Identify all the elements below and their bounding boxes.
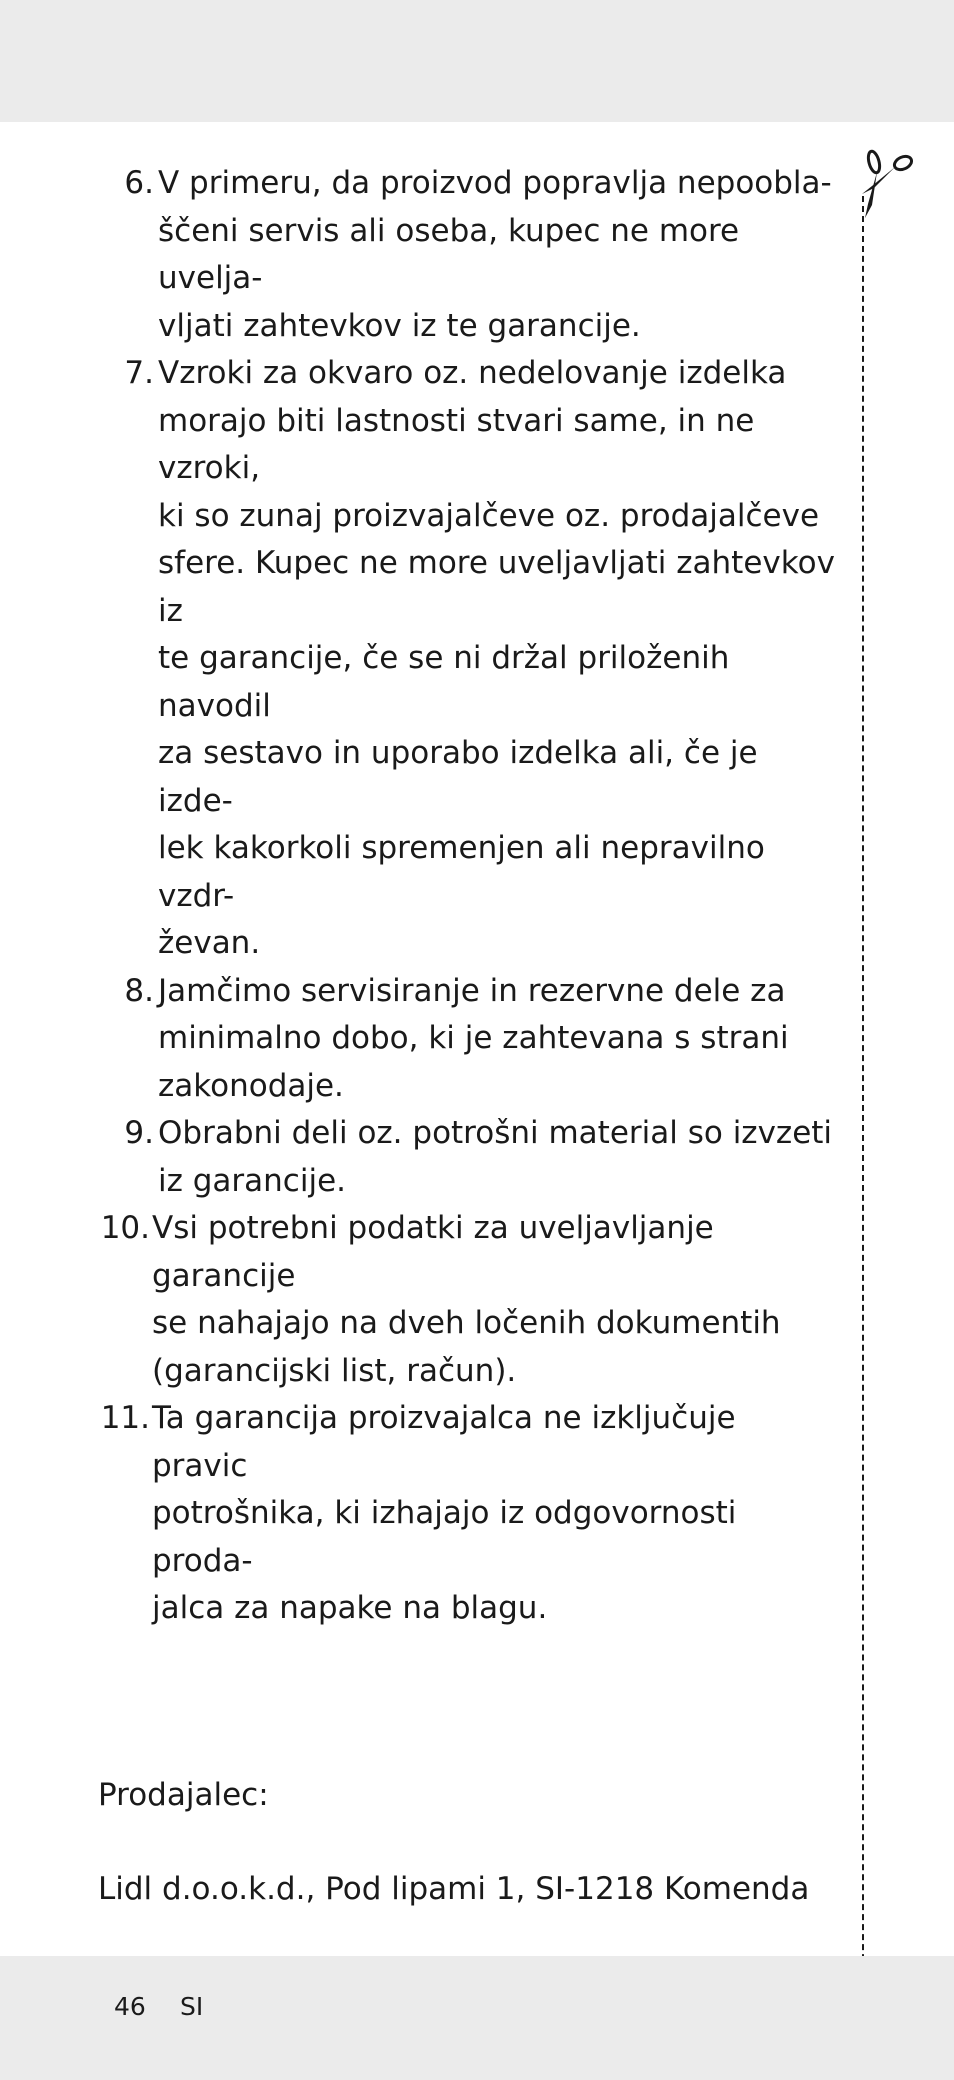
list-item <box>0 1395 840 1633</box>
list-item-line: Vsi potrebni podatki za uveljavljanje garancije <box>152 1210 714 1294</box>
list-item-line: Vzroki za okvaro oz. nedelovanje izdelka <box>158 355 787 391</box>
list-item-line: potrošnika, ki izhajajo iz odgovornosti proda- <box>152 1495 737 1579</box>
list-item <box>0 968 840 1111</box>
list-item-line: jalca za napake na blagu. <box>152 1590 548 1626</box>
cut-line <box>862 196 864 2080</box>
list-item-line: (garancijski list, račun). <box>152 1352 517 1389</box>
list-item-line: minimalno dobo, ki je zahtevana s strani <box>158 1020 789 1056</box>
list-item <box>0 160 840 350</box>
list-item-number: 9. <box>124 1115 154 1151</box>
list-item-line: za sestavo in uporabo izdelka ali, če je izde- <box>158 735 758 819</box>
seller-address: Lidl d.o.o.k.d., Pod lipami 1, SI-1218 Komenda <box>98 1871 810 1907</box>
list-item-number: 11. <box>100 1400 150 1436</box>
header-band <box>0 0 954 122</box>
list-item <box>0 1110 840 1205</box>
seller-label: Prodajalec: <box>98 1777 269 1813</box>
list-item-line: ževan. <box>158 925 261 961</box>
list-item-number: 10. <box>100 1210 150 1246</box>
list-item-line: lek kakorkoli spremenjen ali nepravilno vzdr- <box>158 830 765 914</box>
list-item-line: morajo biti lastnosti stvari same, in ne vzroki, <box>158 402 755 486</box>
list-item-line: Obrabni deli oz. potrošni material so izvzeti <box>158 1115 833 1151</box>
list-item-line: iz garancije. <box>158 1162 346 1199</box>
warranty-conditions-list <box>0 160 840 1633</box>
list-item-line: Ta garancija proizvajalca ne izključuje pravic <box>152 1400 736 1484</box>
language-code: SI <box>180 1992 204 2021</box>
list-item-line: te garancije, če se ni držal priloženih navodil <box>158 640 730 724</box>
list-item-line: V primeru, da proizvod popravlja nepoobla- <box>158 165 832 201</box>
page-number: 46 <box>114 1992 146 2021</box>
list-item-line: sfere. Kupec ne more uveljavljati zahtevkov iz <box>158 545 835 629</box>
list-item-number: 7. <box>124 355 154 391</box>
scissors-icon <box>858 142 918 222</box>
list-item-line: zakonodaje. <box>158 1067 344 1104</box>
list-item-line: vljati zahtevkov iz te garancije. <box>158 307 641 344</box>
list-item <box>0 1205 840 1395</box>
list-item-line: Jamčimo servisiranje in rezervne dele za <box>158 972 786 1009</box>
list-item-line: se nahajajo na dveh ločenih dokumentih <box>152 1305 781 1341</box>
list-item-line: ščeni servis ali oseba, kupec ne more uvelja- <box>158 212 740 296</box>
list-item-number: 8. <box>124 972 154 1009</box>
list-item-line: ki so zunaj proizvajalčeve oz. prodajalčeve <box>158 497 820 534</box>
list-item <box>0 350 840 968</box>
list-item-number: 6. <box>124 165 154 201</box>
